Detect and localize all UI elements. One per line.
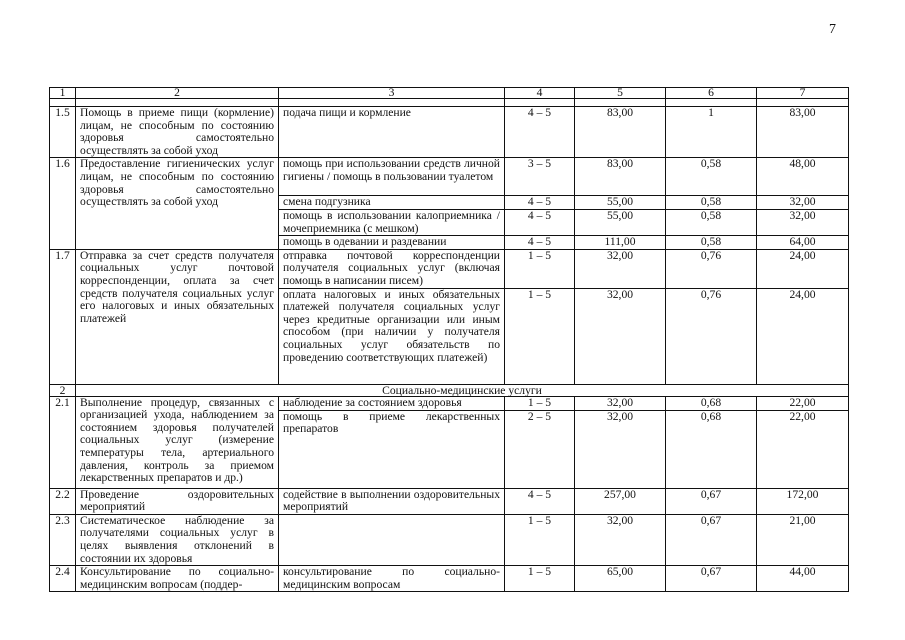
service-description: смена подгузника bbox=[279, 196, 505, 210]
unit-price: 32,00 bbox=[575, 249, 666, 288]
column-header: 5 bbox=[575, 88, 666, 99]
frequency: 4 – 5 bbox=[505, 196, 575, 210]
service-name: Проведение оздоровительных мероприятий bbox=[76, 488, 279, 514]
total-price: 64,00 bbox=[757, 236, 849, 250]
service-name: Выполнение процедур, связанных с организацией ухода, наблюдением за состоянием здоровья получателей социальных услуг (измерение температуры тела, артериального давления, контроль за приемом лекарственных препаратов и др.) bbox=[76, 396, 279, 488]
frequency: 4 – 5 bbox=[505, 488, 575, 514]
table-row bbox=[50, 566, 849, 592]
unit-price: 55,00 bbox=[575, 196, 666, 210]
service-name: Отправка за счет средств получателя социальных услуг почтовой корреспонденции, оплата за счет средств получателя социальных услуг его налоговых и иных обязательных платежей bbox=[76, 249, 279, 384]
service-description: содействие в выполнении оздоровительных мероприятий bbox=[279, 488, 505, 514]
coefficient: 0,67 bbox=[666, 488, 757, 514]
column-header: 1 bbox=[50, 88, 76, 99]
coefficient: 0,58 bbox=[666, 236, 757, 250]
frequency: 4 – 5 bbox=[505, 107, 575, 158]
service-description: помощь при использовании средств личной гигиены / помощь в пользовании туалетом bbox=[279, 158, 505, 196]
frequency: 1 – 5 bbox=[505, 249, 575, 288]
service-description: оплата налоговых и иных обязательных платежей получателя социальных услуг через кредитные организации или иным способом (при наличии у получателя социальных услуг обязательств по проведению соответствующих платежей) bbox=[279, 288, 505, 384]
coefficient: 0,68 bbox=[666, 396, 757, 410]
service-description: помощь в использовании калоприемника / мочеприемника (с мешком) bbox=[279, 209, 505, 235]
service-number: 2.3 bbox=[50, 514, 76, 565]
unit-price: 32,00 bbox=[575, 396, 666, 410]
service-description: наблюдение за состоянием здоровья bbox=[279, 396, 505, 410]
total-price: 32,00 bbox=[757, 209, 849, 235]
table-row bbox=[50, 158, 849, 196]
service-name: Помощь в приеме пищи (кормление) лицам, не способным по состоянию здоровья самостоятельно осуществлять за собой уход bbox=[76, 107, 279, 158]
section-number: 2 bbox=[50, 384, 76, 396]
table-row bbox=[50, 396, 849, 410]
table-row bbox=[50, 488, 849, 514]
coefficient: 0,58 bbox=[666, 158, 757, 196]
total-price: 21,00 bbox=[757, 514, 849, 565]
total-price: 48,00 bbox=[757, 158, 849, 196]
section-title: Социально-медицинские услуги bbox=[76, 384, 849, 396]
unit-price: 32,00 bbox=[575, 410, 666, 488]
total-price: 83,00 bbox=[757, 107, 849, 158]
frequency: 1 – 5 bbox=[505, 566, 575, 592]
service-number: 1.7 bbox=[50, 249, 76, 384]
table-row bbox=[50, 107, 849, 158]
coefficient: 1 bbox=[666, 107, 757, 158]
service-description: помощь в приеме лекарственных препаратов bbox=[279, 410, 505, 488]
service-number: 2.4 bbox=[50, 566, 76, 592]
frequency: 2 – 5 bbox=[505, 410, 575, 488]
frequency: 4 – 5 bbox=[505, 236, 575, 250]
frequency: 3 – 5 bbox=[505, 158, 575, 196]
column-header: 3 bbox=[279, 88, 505, 99]
service-number: 1.5 bbox=[50, 107, 76, 158]
unit-price: 111,00 bbox=[575, 236, 666, 250]
section-row bbox=[50, 384, 849, 396]
unit-price: 32,00 bbox=[575, 288, 666, 384]
frequency: 1 – 5 bbox=[505, 396, 575, 410]
service-name: Предоставление гигиенических услуг лицам, не способным по состоянию здоровья самостоятельно осуществлять за собой уход bbox=[76, 158, 279, 249]
table-row bbox=[50, 249, 849, 288]
table-row bbox=[50, 514, 849, 565]
coefficient: 0,58 bbox=[666, 209, 757, 235]
header-row bbox=[50, 88, 849, 99]
column-header: 2 bbox=[76, 88, 279, 99]
coefficient: 0,67 bbox=[666, 514, 757, 565]
total-price: 44,00 bbox=[757, 566, 849, 592]
total-price: 24,00 bbox=[757, 288, 849, 384]
total-price: 32,00 bbox=[757, 196, 849, 210]
unit-price: 65,00 bbox=[575, 566, 666, 592]
tariff-table bbox=[49, 87, 849, 592]
frequency: 1 – 5 bbox=[505, 514, 575, 565]
service-number: 1.6 bbox=[50, 158, 76, 249]
service-description: консультирование по социально-медицинским вопросам bbox=[279, 566, 505, 592]
coefficient: 0,76 bbox=[666, 288, 757, 384]
unit-price: 55,00 bbox=[575, 209, 666, 235]
coefficient: 0,68 bbox=[666, 410, 757, 488]
page-number: 7 bbox=[829, 22, 836, 37]
service-description: помощь в одевании и раздевании bbox=[279, 236, 505, 250]
service-name: Консультирование по социально-медицинским вопросам (поддер- bbox=[76, 566, 279, 592]
frequency: 4 – 5 bbox=[505, 209, 575, 235]
column-header: 6 bbox=[666, 88, 757, 99]
total-price: 22,00 bbox=[757, 410, 849, 488]
unit-price: 257,00 bbox=[575, 488, 666, 514]
service-description bbox=[279, 514, 505, 565]
service-number: 2.2 bbox=[50, 488, 76, 514]
coefficient: 0,58 bbox=[666, 196, 757, 210]
total-price: 24,00 bbox=[757, 249, 849, 288]
coefficient: 0,67 bbox=[666, 566, 757, 592]
unit-price: 83,00 bbox=[575, 107, 666, 158]
column-header: 7 bbox=[757, 88, 849, 99]
column-header: 4 bbox=[505, 88, 575, 99]
coefficient: 0,76 bbox=[666, 249, 757, 288]
total-price: 22,00 bbox=[757, 396, 849, 410]
frequency: 1 – 5 bbox=[505, 288, 575, 384]
service-number: 2.1 bbox=[50, 396, 76, 488]
service-description: подача пищи и кормление bbox=[279, 107, 505, 158]
unit-price: 83,00 bbox=[575, 158, 666, 196]
service-name: Систематическое наблюдение за получателями социальных услуг в целях выявления отклонений в состоянии их здоровья bbox=[76, 514, 279, 565]
service-description: отправка почтовой корреспонденции получателя социальных услуг (включая помощь в написании писем) bbox=[279, 249, 505, 288]
unit-price: 32,00 bbox=[575, 514, 666, 565]
total-price: 172,00 bbox=[757, 488, 849, 514]
